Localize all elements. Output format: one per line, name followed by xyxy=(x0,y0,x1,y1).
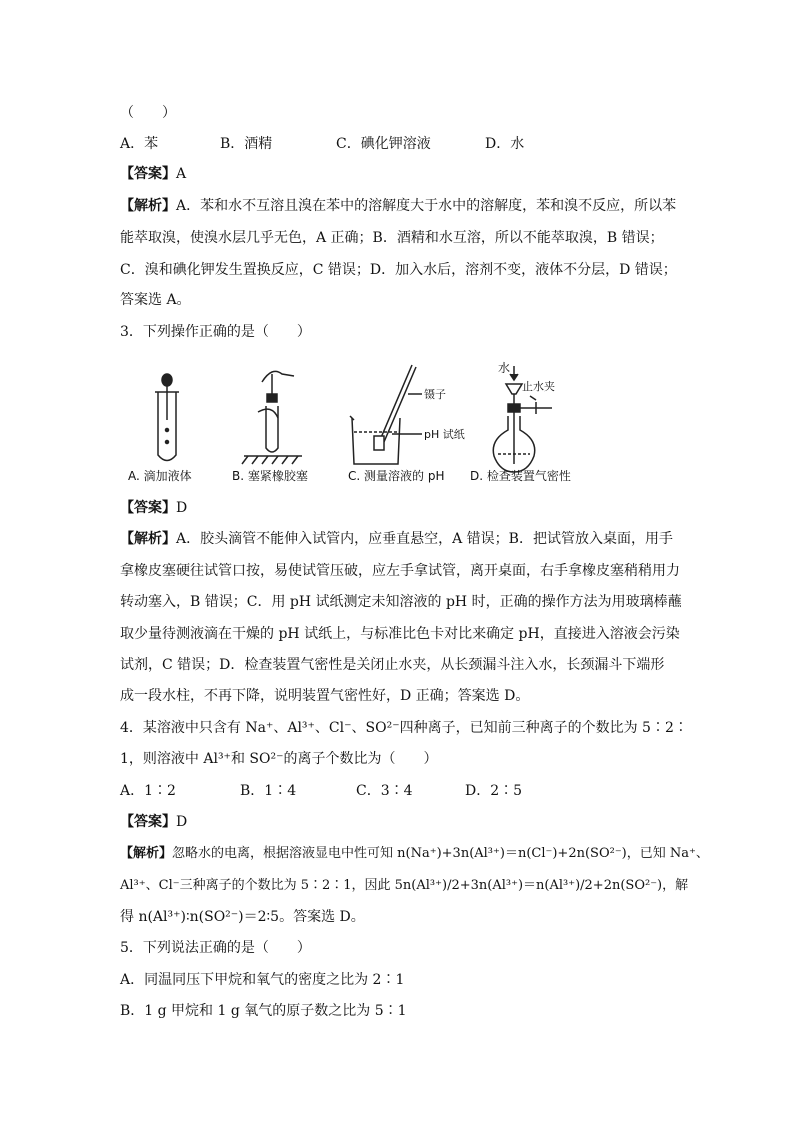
q5-option-b: B．1 g 甲烷和 1 g 氧气的原子数之比为 5∶1 xyxy=(120,1003,407,1019)
q4-answer xyxy=(120,812,187,832)
q4-stem-line-1: 4．某溶液中只含有 Na⁺、Al³⁺、Cl⁻、SO²⁻四种离子，已知前三种离子的个数比为 5∶2∶ xyxy=(120,720,688,736)
q2-paren: （ ） xyxy=(120,105,176,121)
q5-option-a: A．同温同压下甲烷和氧气的密度之比为 2∶1 xyxy=(120,972,405,988)
q3-analysis-line-1 xyxy=(120,529,673,549)
q2-answer xyxy=(120,164,186,184)
q3-analysis-line-2: 拿橡皮塞硬往试管口按，易使试管压破，应左手拿试管，离开桌面，右手拿橡皮塞稍稍用力 xyxy=(120,563,680,579)
q2-option-b: B．酒精 xyxy=(220,136,273,152)
q4-analysis-text: 忽略水的电离，根据溶液显电中性可知 n(Na⁺)+3n(Al³⁺)＝n(Cl⁻)+2n(SO²⁻)，已知 Na⁺、 xyxy=(172,846,709,861)
q4-option-d: D．2∶5 xyxy=(465,783,523,799)
q2-option-a: A．苯 xyxy=(120,136,159,152)
figure-caption-d: D. 检查装置气密性 xyxy=(470,469,571,483)
q2-analysis-line-2: 能萃取溴，使溴水层几乎无色，A 正确；B．酒精和水互溶，所以不能萃取溴，B 错误； xyxy=(120,230,664,246)
q5-stem: 5．下列说法正确的是（ ） xyxy=(120,940,311,956)
q3-analysis-text: A．胶头滴管不能伸入试管内，应垂直悬空，A 错误；B．把试管放入桌面，用手 xyxy=(176,531,673,547)
beaker-ph-illustration xyxy=(350,365,422,464)
q4-answer-value: D xyxy=(176,814,188,830)
analysis-tag: 【解析】 xyxy=(120,198,176,214)
q4-option-b: B．1∶4 xyxy=(240,783,297,799)
q3-analysis-line-3: 转动塞入，B 错误；C．用 pH 试纸测定未知溶液的 pH 时，正确的操作方法为用玻璃棒蘸 xyxy=(120,594,682,610)
q2-option-c: C．碘化钾溶液 xyxy=(336,136,431,152)
q4-stem-line-2: 1，则溶液中 Al³⁺和 SO²⁻的离子个数比为（ ） xyxy=(120,751,438,767)
water-label: 水 xyxy=(498,361,511,375)
q4-option-c: C．3∶4 xyxy=(356,783,413,799)
q3-analysis-line-4: 取少量待测液滴在干燥的 pH 试纸上，与标准比色卡对比来确定 pH，直接进入溶液会污染 xyxy=(120,626,680,642)
q2-analysis-text: A．苯和水不互溶且溴在苯中的溶解度大于水中的溶解度，苯和溴不反应，所以苯 xyxy=(176,198,677,214)
analysis-tag: 【解析】 xyxy=(120,846,173,861)
answer-tag: 【答案】 xyxy=(120,166,176,182)
q3-analysis-line-5: 试剂，C 错误；D．检查装置气密性是关闭止水夹，从长颈漏斗注入水，长颈漏斗下端形 xyxy=(120,657,665,673)
q4-analysis-line-2: Al³⁺、Cl⁻三种离子的个数比为 5∶2∶1，因此 5n(Al³⁺)/2+3n(Al³⁺)＝n(Al³⁺)/2+2n(SO²⁻)，解 xyxy=(120,878,689,893)
stopper-test-tube-illustration xyxy=(242,371,302,464)
q4-analysis-line-3: 得 n(Al³⁺)∶n(SO²⁻)＝2∶5。答案选 D。 xyxy=(120,909,365,925)
q2-answer-value: A xyxy=(176,166,187,182)
q2-analysis-line-1 xyxy=(120,196,676,216)
q3-analysis-line-6: 成一段水柱，不再下降，说明装置气密性好，D 正确；答案选 D。 xyxy=(120,688,530,704)
figure-caption-b: B. 塞紧橡胶塞 xyxy=(232,469,308,483)
tweezers-label: 镊子 xyxy=(424,388,446,401)
q4-option-a: A．1∶2 xyxy=(120,783,176,799)
q2-analysis-line-4: 答案选 A。 xyxy=(120,292,191,308)
lab-operations-figure xyxy=(122,360,592,480)
q4-analysis-line-1 xyxy=(120,844,709,864)
ph-paper-label: pH 试纸 xyxy=(424,428,465,441)
analysis-tag: 【解析】 xyxy=(120,531,176,547)
answer-tag: 【答案】 xyxy=(120,814,176,830)
q3-answer-value: D xyxy=(176,500,188,516)
answer-tag: 【答案】 xyxy=(120,500,176,516)
figure-caption-a: A. 滴加液体 xyxy=(128,469,192,483)
clamp-label: 止水夹 xyxy=(522,380,555,393)
q2-option-d: D．水 xyxy=(485,136,525,152)
q3-answer xyxy=(120,498,187,518)
q2-analysis-line-3: C．溴和碘化钾发生置换反应，C 错误；D．加入水后，溶剂不变，液体不分层，D 错误； xyxy=(120,262,677,278)
q3-stem: 3．下列操作正确的是（ ） xyxy=(120,324,311,340)
figure-caption-c: C. 测量溶液的 pH xyxy=(348,469,445,483)
dropper-test-tube-illustration xyxy=(155,374,179,461)
